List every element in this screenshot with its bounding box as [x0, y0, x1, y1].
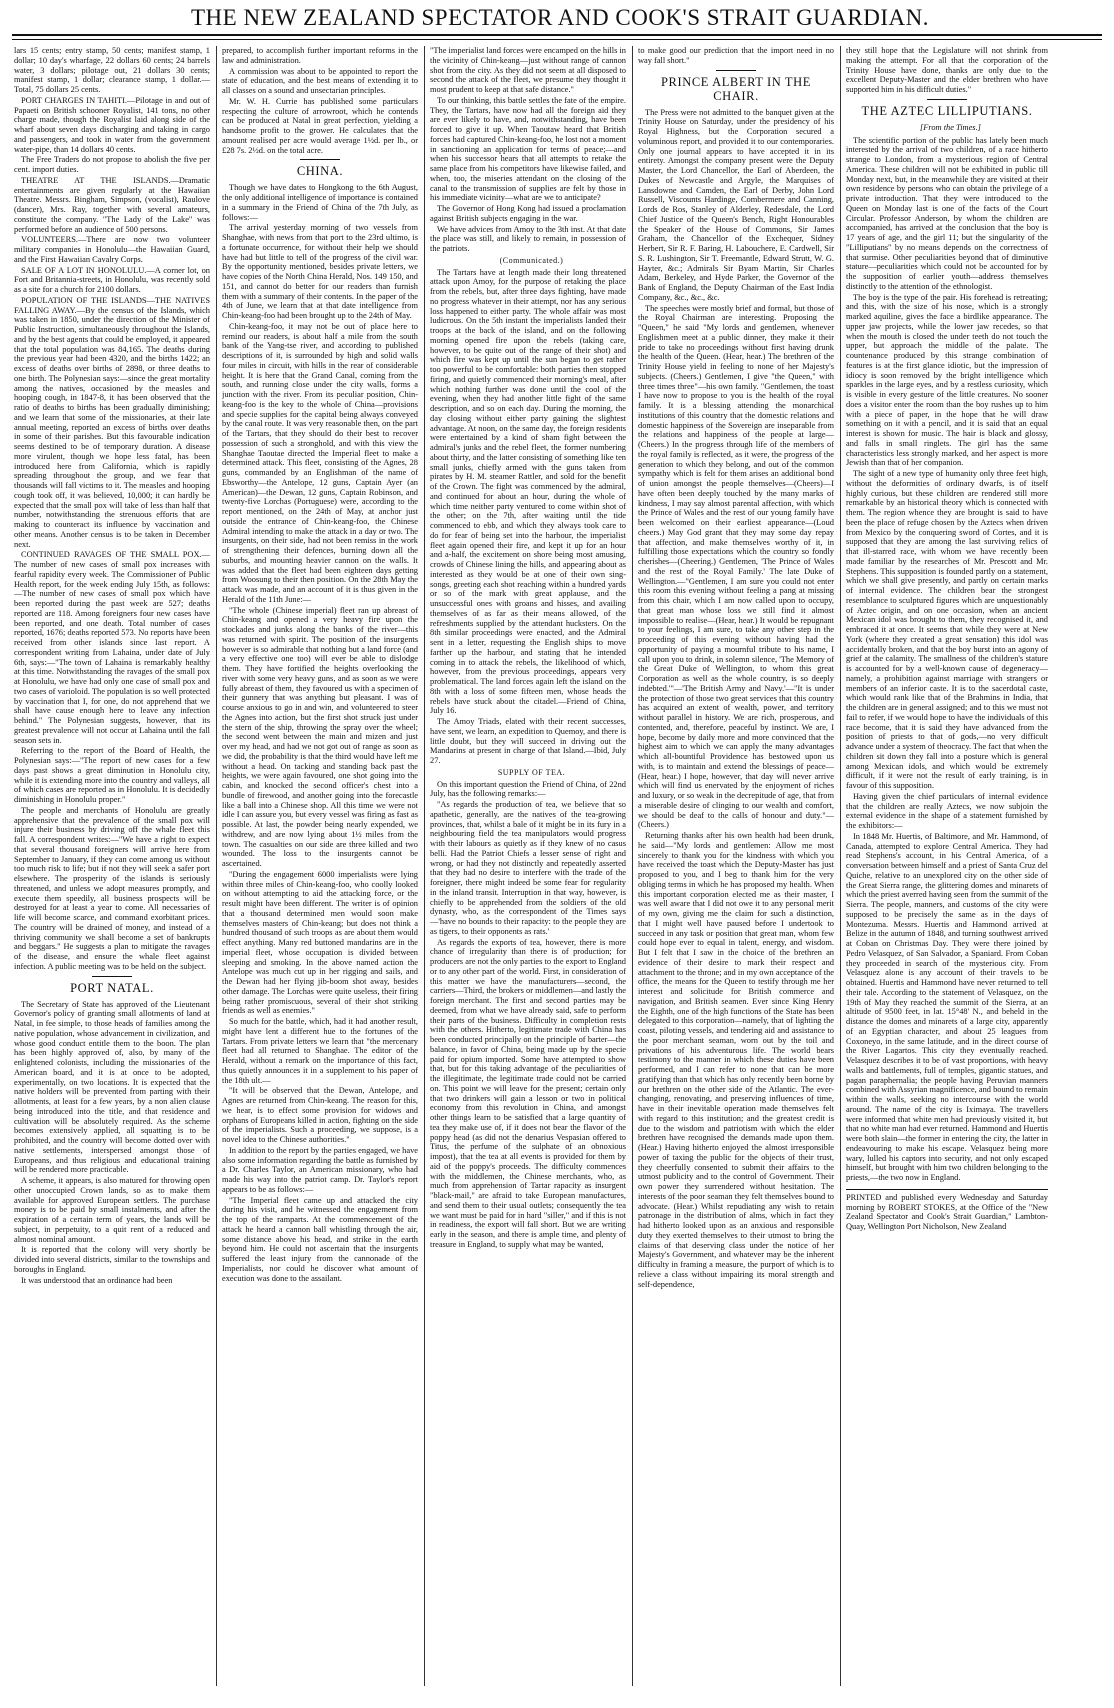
- article-paragraph: "During the engagement 6000 imperialists were lying within three miles of Chin-keang-foo, who coolly looked on without attempting to aid the attacking force, or the result might have been different. The writer is of opinion that a thousand determined men would soon make themselves masters of Chin-keang; but does not think a hundred thousand of such troops as are about them would effect anything. Many red buttoned mandarins are in the imperial fleet, whose occupation is divided between sleeping and smoking. In the above named action the Antelope was much cut up in her rigging and sails, and the Dewan had her flying jib-boom shot away, besides other damage. The Lorchas were quite useless, their firing being rather promiscuous, several of their shot striking friends as well as enemies.": [222, 869, 418, 1016]
- article-paragraph: The Secretary of State has approved of the Lieutenant Governor's policy of granting small allotments of land at Natal, in fee simple, to those heads of families among the native population, whose advancement in civilization, and whose good conduct entitle them to the boon. The plan has been highly approved of, also, by many of the enlightened colonists, including the missionaries of the American board, and it is at once to be adopted, experimentally, on two locations. It is expected that the native holders will be prevented from parting with their allotments, at least for a few years, by a non alien clause being introduced into the title, and that residence and cultivation will be absolutely required. As the scheme becomes extensively applied, all squatting is to be prohibited, and the country will become dotted over with native settlements, interspersed amongst those of Europeans, and thus religious and educational training will be rendered more practicable.: [14, 999, 210, 1175]
- article-paragraph: Though we have dates to Hongkong to the 6th August, the only additional intelligence of importance is contained in a summary in the Friend of China of the 7th July, as follows:—: [222, 183, 418, 222]
- column-divider: [216, 46, 217, 1686]
- column-1: [14, 46, 210, 1686]
- article-paragraph: they still hope that the Legislature will not shrink from making the attempt. For all that the corporation of the Trinity House have done, thanks are only due to the excellent Deputy-Master and the elder brethren who have supported him in his difficult duties.": [846, 46, 1048, 94]
- article-paragraph: CONTINUED RAVAGES OF THE SMALL POX.—The number of new cases of small pox increases with fearful rapidity every week. The Commissioner of Public Health report, for the week ending July 15th, as follows:—The number of new cases of small pox which have been reported during the past week are 527; deaths reported are 118. Among foreigners four new cases have been reported, and one death. Total number of cases reported, 1676; deaths reported 573. No reports have been received from other islands since last report. A correspondent writing from Lahaina, under date of July 6th, says:—"The town of Lahaina is remarkably healthy at this time. Notwithstanding the ravages of the small pox at Honolulu, we have had only one case of small pox and two cases of varioloid. The population is so well protected by vaccination that I, for one, do not apprehend that we shall have cause enough here to leave any infection behind." The Polynesian suggests, however, that its greatest prevalence will not occur at Lahaina until the fall season sets in.: [14, 550, 210, 745]
- column-3: [430, 46, 626, 1686]
- article-paragraph: On this important question the Friend of China, of 22nd July, has the following remarks:—: [430, 779, 626, 799]
- article-paragraph: Having given the chief particulars of internal evidence that the children are really Aztecs, we now subjoin the external evidence in the shape of a statement furnished by the exhibitors:—: [846, 791, 1048, 830]
- article-paragraph: Referring to the report of the Board of Health, the Polynesian says:—"The report of new cases for a few days past shows a great diminution in Honolulu city, while it is extending more into the country and valleys, all of which cases are reported as in Honolulu. It is decidedly diminishing in Honolulu proper.": [14, 746, 210, 804]
- article-paragraph: So much for the battle, which, had it had another result, might have lent a different hue to the fortunes of the Tartars. From private letters we learn that "the mercenary fleet had all returned to Shanghae. The editor of the Herald, without a remark on the importance of this fact, thus quietly announces it in a supplement to his paper of the 18th ult.—: [222, 1017, 418, 1085]
- article-paragraph: The Tartars have at length made their long threatened attack upon Amoy, for the purpose of retaking the place from the rebels, but, after three days fighting, have made no progress whatever in their attempt, nor has any serious loss happened to either party. The whole affair was most ludicrous. On the 5th instant the imperialists landed their troops at the back of the island, and on the following morning opened fire upon the rebels (taking care, however, to be quite out of the range of their shot) and which fire was kept up until the sun began to get rather too powerful to be comfortable: both parties then stopped firing, and quietly commenced their morning's meal, after which nothing further was done until the cool of the evening, when they had another little fight of the same description, and so on each day. During the morning, the day closing without either party gaining the slightest advantage. At noon, on the same day, the foreign residents were entertained by a kind of sham fight between the admiral's junks and the rebel fleet, the former numbering about thirty, and the latter consisting of something like ten small junks, chiefly armed with the guns taken from pirates by H. M. steamer Rattler, and sold for the benefit of the Crown. The fight was commenced by the admiral, and continued for about an hour, during the whole of which time neither party ventured to come within shot of the other; on the 7th, after waiting until the tide commenced to ebb, and which they always took care to do for fear of being set into the harbour, the imperialist fleet again opened their fire, and kept it up for an hour and a-half, the excitement on shore being most amusing, crowds of Chinese lining the hills, and appearing about as interested as they would be at one of their own sing-songs, greeting each shot reaching within a hundred yards or so of the mark with great applause, and the unsuccessful ones with groans and hisses, and availing themselves of as far as their means allowed, of the refreshments supplied by the attendant hucksters. On the 8th similar proceedings were enacted, and the Admiral sent in a letter, requesting the English ships to move farther up the harbour, and stating that he intended coming in to attack the rebels, the likelihood of which, however, from the previous proceedings, appears very problematical. The land forces again left the island on the 8th with a loss of some fifteen men, whose heads the rebels have stuck about the citadel.—Friend of China, July 16.: [430, 267, 626, 716]
- masthead-rule-thin: [12, 39, 1102, 40]
- section-heading-text: PRINCE ALBERT IN THE CHAIR.: [660, 74, 812, 103]
- section-heading-text: PORT NATAL.: [70, 980, 154, 995]
- article-paragraph: The Free Traders do not propose to abolish the five per cent. import duties.: [14, 155, 210, 174]
- article-paragraph: A commission was about to be appointed to report the state of education, and the best means of extending it to all classes on a sound and unsectarian principles.: [222, 66, 418, 95]
- article-paragraph: The Governor of Hong Kong had issued a proclamation against British subjects engaging in the war.: [430, 204, 626, 223]
- printer-imprint: PRINTED and published every Wednesday and Saturday morning by ROBERT STOKES, at the Office of the "New Zealand Spectator and Cook's Strait Guardian," Lambton-Quay, Wellington Port Nicholson, New Zealand: [846, 1189, 1048, 1232]
- article-paragraph: The Press were not admitted to the banquet given at the Trinity House on Saturday, under the presidency of his Royal Highness, but the Corporation secured a voluminous report, and provided it to our contemporaries. Only one journal appears to have accepted it in its entirety. Amongst the company present were the Deputy Master, the Lord Chancellor, the Earl of Aberdeen, the Dukes of Newcastle and Argyle, the Marquises of Lansdowne and Camden, the Earl of Derby, John Lord Russell, Viscounts Hardinge, Combermere and Canning, Lords de Ros, Stanley of Alderley, Redesdale, the Lord Chief Justice of the Queen's Bench, Right Honourables the Speaker of the House of Commons, Sir James Graham, the Chancellor of the Exchequer, Sidney Herbert, Sir R. F. Baring, H. Labouchere, E. Cardwell, Sir S. R. Lushington, Sir T. Freemantle, Edward Strutt, W. G. Hayter, &c.; Admirals Sir Byam Martin, Sir Charles Adam, Berkeley, and Hyde Parker, the Governor of the Bank of England, the Deputy Chairman of the East India Company, &c., &c., &c.: [638, 107, 834, 302]
- sub-heading: (Communicated.): [499, 255, 564, 265]
- section-heading-text: CHINA.: [296, 164, 344, 179]
- article-paragraph: "The imperialist land forces were encamped on the hills in the vicinity of Chin-keang—just without range of cannon shot from the city. As they did not seem at all disposed to second the attack of the fleet, we presume they thought it most prudent to keep at that safe distance.": [430, 46, 626, 94]
- article-paragraph: A scheme, it appears, is also matured for throwing open other unoccupied Crown lands, so as to make them available for approved European settlers. The purchase money is to be paid by small instalments, and after the expiration of a certain term of years, the lands will be subject, in perpetuity, to a quit rent of a reduced and almost nominal amount.: [14, 1176, 210, 1244]
- source-attribution: [From the Times.]: [920, 122, 981, 132]
- section-heading: [222, 159, 418, 178]
- article-paragraph: The speeches were mostly brief and formal, but those of the Royal Chairman are interesting. Proposing the "Queen," he said "My lords and gentlemen, whenever Englishmen meet at a public dinner, they make it their pride to take no proceedings without first having drunk the health of the Queen. (Hear, hear.) The brethren of the Trinity House yield in feeling to none of her Majesty's subjects. (Cheers.) Gentlemen, I give "the Queen," with three times three"—his own family. "Gentlemen, the toast I have now to propose to you is the health of the royal family. It is a blessing attending the monarchical institutions of this country that the domestic relations and domestic happiness of the Sovereign are inseparable from the relations and happiness of the people at large—(Cheers.) In the progress through life of the members of the royal family is reflected, as it were, the progress of the generation to which they belong, and out of the common sympathy which is felt for them arises an additional bond of union amongst the people themselves—(Cheers)—I have often been deeply touched by the many marks of kindness, I may say almost parental affection, with which the Prince of Wales and the rest of our young family have been welcomed on their earliest appearance—(Loud cheers.) May God grant that they may some day repay that affection, and make themselves worthy of it, in fulfilling those expectations which the country so fondly cherishes—(Cheering.) Gentlemen, 'The Prince of Wales and the rest of the Royal Family.' The late Duke of Wellington.—"Gentlemen, I am sure you could not enter this room this evening without feeling a pang at missing from this chair, which I am now called upon to occupy, that great man whose loss we still find it almost impossible to realise—(Hear, hear.) It would be repugnant to your feelings, I am sure, to take any other step in the proceeding of this evening without having had the opportunity of paying a mournful tribute to his name, I call upon you to drink, in solemn silence, 'The Memory of the Great Duke of Wellington, to whom this great Corporation as well as the whole country, is so deeply indebted.'"—'The British Army and Navy.'—"It is under the protection of those two great services that this country has acquired an extent of wealth, power, and territory without parallel in history. We are rich, prosperous, and contented, and, therefore, peaceful by instinct. We are, I hope, become by daily more and more convinced that the highest aim to which we can apply the many advantages which all-bountiful Providence has bestowed upon us with, is to maintain and extend the blessings of peace—(Hear, hear.) I hope, however, that day will never arrive which will find us enervated by the enjoyment of riches and luxury, or so weak in the decrepitude of age, that from a miserable desire of clinging to our wealth and comfort, we should be deaf to the calls of honour and duty."—(Cheers.): [638, 303, 834, 830]
- heading-rule: [716, 70, 756, 71]
- article-paragraph: It was understood that an ordinance had been: [21, 1275, 173, 1285]
- article-paragraph: Mr. W. H. Currie has published some particulars respecting the culture of arrowroot, which he contends can be produced at Natal in great perfection, yielding a handsome profit to the grower. He calculates that the amount realised per acre would average 1½d. per lb., or £28 7s. 2½d. on the total acre.: [222, 96, 418, 155]
- column-2: [222, 46, 418, 1686]
- article-paragraph: We have advices from Amoy to the 3th inst. At that date the place was still, and likely to remain, in possession of the patriots.: [430, 224, 626, 253]
- article-paragraph: prepared, to accomplish further important reforms in the law and administration.: [222, 46, 418, 65]
- article-paragraph: SALE OF A LOT IN HONOLULU.—A corner lot, on Fort and Britannia-streets, in Honolulu, was recently sold as a site for a church for 2100 dollars.: [14, 265, 210, 294]
- column-divider: [632, 46, 633, 1686]
- article-paragraph: PORT CHARGES IN TAHITI.—Pilotage in and out of Papaeti on British schooner Royalist, 141 tons, no other charge made, though the Royalist laid along side of the wharf about seven days discharging and taking in cargo and passengers, and took in water from the government water-pipe, than 14 dollars 40 cents.: [14, 95, 210, 154]
- article-paragraph: In addition to the report by the parties engaged, we have also some information regarding the battle as furnished by a Dr. Charles Taylor, an American missionary, who had made his way into the patriot camp. Dr. Taylor's report appears to be as follows:—: [222, 1145, 418, 1194]
- article-paragraph: "The whole (Chinese imperial) fleet ran up abreast of Chin-keang and opened a very heavy fire upon the stockades and junks along the banks of the river—this was returned with spirit. The position of the insurgents however is so admirable that nothing but a land force (and a very effective one too) will ever be able to dislodge them. They have fortified the heights overlooking the river with some very heavy guns, and as soon as we were fully abreast of them, they favoured us with a specimen of their gunnery that was anything but pleasant. I was of course anxious to go in and win, and volunteered to steer the Agnes into action, but the first shot struck just under the stern of the ship, throwing the spray over the wheel; the second went between the main and mizen and just over my head, and had we not got out of range as soon as we did, the probability is that the third would have left me without a head. On tacking and standing back past the heights, we were again favoured, one shot going into the cabin, and knocked the second officer's chest into a bundle of firewood, and another going into the forecastle like a ball into a Chinese shop. All this time we were not idle I can assure you, but every vessel was firing as fast as possible. At last, the powder being nearly expended, we withdrew, and are now lying about 1½ miles from the town. The casualties on our side are three killed and two wounded. The loss to the insurgents cannot be ascertained.: [222, 605, 418, 868]
- masthead-rule-thick: [12, 34, 1102, 36]
- article-paragraph: The boy is the type of the pair. His forehead is retreating; and this, with the size of his nose, which is a strongly marked aquiline, gives the face a birdlike appearance. The upper jaw projects, while the lower jaw recedes, so that when the mouth is closed the under teeth do not touch the upper, but approach the middle of the palate. The countenance produced by this strange combination of features is at the first glance idiotic, but the impression of idiocy is soon removed by the bright intelligence which sparkles in the large eyes, and by a restless curiosity, which is visible in every gesture of the little creatures. No sooner does a visitor enter the room than the boy rushes up to him with a piece of paper, in the hope that he will draw something on it with a pencil, and it is said that an equal interest is shown for music. The hair is black and glossy, and falls in small ringlets. The girl has the same characteristics less strongly marked, and her aspect is more Jewish than that of her companion.: [846, 292, 1048, 468]
- column-divider: [424, 46, 425, 1686]
- article-paragraph: "The Imperial fleet came up and attacked the city during his visit, and he witnessed the engagement from the top of the ramparts. At the commencement of the attack he heard a cannon ball whistling through the air, some distance above his head, and strike in the earth beyond him. He could not ascertain that the insurgents suffered the least injury from the cannonade of the Imperialists, nor could he discover what amount of execution was done to the assailant.: [222, 1195, 418, 1283]
- section-heading: [846, 99, 1048, 118]
- article-paragraph: As regards the exports of tea, however, there is more chance of irregularity than there is of production; for producers are not the only parties to the export to England or to any other part of the world. First, in consideration of this matter we have the manufacturers—second, the carriers—Third, the brokers or middlemen—and lastly the foreign merchant. The first and second parties may be deemed, from what we have already said, safe to perform their parts of the business. Difficulty in completion rests with the others. Hitherto, legitimate trade with China has been conducted principally on the principle of barter—the balance, in favor of China, being made up by the specie paid for opium imported. Some have attempted to show that, but for this taking advantage of the peculiarities of the illegitimate, the legitimate trade could not be carried on. This point we will leave for the present; certain only that two drinkers will gain a lesson or two in political economy from this revolution in China, and amongst other things learn to be satisfied that a large quantity of tea they make use of, if it does not bear the flavor of the poppy head (as did not the denarius Vespasian offered to Titus, the perfume of the sulphate of an obnoxious impost), that the tea at all events is provided for them by aid of the poppy's proceeds. The difficulty commences with the middlemen, the Chinese merchants, who, as much from apprehension of Tartar rapacity as insurgent "black-mail," are afraid to take European manufactures, and send them to their usual outlets; consequently the tea we want must be paid for in hard "siller," and if this is not in readiness, the export will fall short. But we are writing early in the season, and there is ample time, and plenty of treasure in England, to supply what may be wanted,: [430, 937, 626, 1249]
- article-paragraph: To our thinking, this battle settles the fate of the empire. They, the Tartars, have now had all the foreign aid they are ever likely to have, and, notwithstanding, have been forced to give it up. When Taoutaw heard that British forces had captured Chin-keang-foo, he lost not a moment in sanctioning an application for terms of peace;—and when his successor hears that all attempts to retake the same place from his competitors have likewise failed, and when, too, the miseries attendant on the closing of the canal to the transmission of supplies are felt by those in his immediate vicinity—what are we to anticipate?: [430, 95, 626, 203]
- section-heading: [14, 976, 210, 995]
- masthead: THE NEW ZEALAND SPECTATOR AND COOK'S STRAIT GUARDIAN.: [191, 5, 929, 30]
- heading-rule: [927, 99, 967, 100]
- article-paragraph: Returning thanks after his own health had been drunk, he said—"My lords and gentlemen: Allow me most sincerely to thank you for the kindness with which you have received the toast which the Deputy-Master has just proposed to you, and I beg to thank him for the very obliging terms in which he has proposed my health. When this important corporation elected me as their master, I was well aware that I did not owe it to any personal merit of my own, giving me the claim for such a distinction, that I might well have paused before I undertook to succeed in any task or position that great man, whom few could hope ever to equal in talent, energy, and wisdom. But I felt that I saw in the choice of the brethren an evidence of their desire to mark their respect and attachment to the throne; and in my own acceptance of the office, the means for the Queen to testify through me her interest and solicitude for British commerce and navigation, and British seamen. Ever since King Henry the Eighth, one of the high functions of the State has been delegated to this corporation—namely, that of lighting the coast, piloting vessels, and tendering aid and assistance to the poor merchant seaman, worn out by the toil and privations of his adventurous life. The world bears testimony to the manner in which these duties have been performed, and I can refer to none that can be more gratifying than that which has only recently been borne by our brethren on the other side of the Atlantic. The ever-changing, renovating, and preserving influences of time, have in their inevitable operation made themselves felt with regard to this institution; and the greatest credit is due to the wisdom and patriotism with which the elder brethren have recognised the demands made upon them. (Hear.) Having hitherto enjoyed the almost irresponsible power of taxing the public for the objects of their trust, they cheerfully consented to submit their affairs to the utmost publicity and to the control of Government. Their own power they surrendered without hesitation. The interests of the poor seaman they felt themselves bound to advocate. (Hear.) Whilst repudiating any wish to retain patronage in the distribution of alms, which in fact they had hitherto looked upon as an anxious and responsible duty they exerted themselves to their utmost to bring the claims of that deserving class under the notice of her Majesty's Government, and whatever may be the inherent difficulty in framing a measure, the purport of which is to relieve a class without impairing its moral strength and self-dependence,: [638, 831, 834, 1289]
- article-paragraph: POPULATION OF THE ISLANDS—THE NATIVES FALLING AWAY.—By the census of the Islands, which was taken in 1850, under the direction of the Minister of Public Instruction, simultaneously throughout the Islands, and by the best agents that could be employed, it appeared that the total population was 84,165. The deaths during the previous year had been 4320, and the births 1422; an excess of deaths over births of 2898, or three deaths to one birth. The Polynesian says:—since the great mortality among the natives, occasioned by the measles and hooping cough, in 1847-8, it has been observed that the ratio of deaths to births has been gradually diminishing; and we learn that some of the missionaries, at their late annual meeting, reported an excess of births over deaths in some of their parishes. But this favourable indication seems destined to be of temporary duration. A disease more virulent, though we hope less fatal, has been introduced here from California, which is rapidly spreading throughout the group, and we fear that thousands will fall victims to it. The measles and hooping cough took off, it was believed, 10,000; it can hardly be expected that the small pox will take of less than half that number, notwithstanding the strenuous efforts that are making to counteract its influence by vaccination and other means. Another census is to be taken in December next.: [14, 295, 210, 549]
- article-paragraph: The arrival yesterday morning of two vessels from Shanghae, with news from that port to the 23rd ultimo, is a fortunate occurrence, for without their help we should have had but little to tell of the progress of the civil war. By the opportunity mentioned, besides private letters, we have copies of the North China Herald, Nos. 149 150, and 151, and cannot do better for our readers than furnish them with a summary of their contents. In the paper of the 4th of June, we learn that at that date intelligence from Chin-keang-foo had been brought up to the 24th of May.: [222, 223, 418, 320]
- article-paragraph: "As regards the production of tea, we believe that so apathetic, generally, are the natives of the tea-growing provinces, that, whilst a bale of it might be in its fury in a neighbouring field the tea manipulators would progress with their labours as quietly as if they knew of no casus belli. Had the Patriot Chiefs a lesser sense of right and wrong, or had they not distinctly and repeatedly asserted that they had no desire to interfere with the trade of the foreigner, there might indeed be some fear for regularity in the inland transit. Interruption in that way, however, is chiefly to be apprehended from the soldiers of the old dynasty, who, as the correspondent of the Times says—'have no bounds to their rapacity: to the people they are as tigers, to their opponents as rats.': [430, 800, 626, 936]
- article-paragraph: lars 15 cents; entry stamp, 50 cents; manifest stamp, 1 dollar; 10 day's wharfage, 22 dollars 60 cents; 24 barrels water, 3 dollars; pilotage out, 21 dollars 30 cents; manifest stamp, 1 dollar; clearance stamp, 1 dollar.—Total, 75 dollars 25 cents.: [14, 46, 210, 94]
- article-paragraph: The sight of a new type of humanity only three feet high, without the deformities of ordinary dwarfs, is of itself highly curious, but these children are rendered still more remarkable by an historical theory which is connected with them. The region whence they are brought is said to have been the place of refuge chosen by the Aztecs when driven from Mexico by the conquering sword of Cortes, and it is supposed that they are among the last surviving relics of that ill-starred race, with whom we have recently been made familiar by the researches of Mr. Prescott and Mr. Stephens. This supposition is founded partly on a statement, which we shall give presently, and partly on certain marks of internal evidence. The children bear the strongest resemblance to sculptured figures which are unquestionably of Aztec origin, and on one occasion, when an ancient Mexican idol was brought to them, they recognised it, and embraced it at once. It seems that while they were at New York (where they created a great sensation) this idol was accidentally broken, and that the boy burst into an agony of grief at the calamity. The smallness of the children's stature is accounted for by a well-known cause of degeneracy—namely, a prohibition against marriage with strangers or members of an inferior caste. It is to the sacerdotal caste, which would rank like that of the Brahmins in India, that the children are in general assigned; and to this we must not fail to refer, if we would hope to have the individuals of this race become, that it is said they have advanced from the position of priests to that of gods,—no very difficult advance under a system of theocracy. The fact that when the children sit down they fall into a posture which is general among Mexican idols, and which would be extremely difficult, if it were not the result of early training, is in favour of this supposition.: [846, 469, 1048, 790]
- article-paragraph: THEATRE AT THE ISLANDS.—Dramatic entertainments are given regularly at the Hawaiian Theatre. Messrs. Bingham, Simpson, (vocalist), Raulove (dancer), Mrs. Ray, together with several amateurs, constitute the company. "The Lady of the Lake" was performed before an audience of 500 persons.: [14, 175, 210, 234]
- article-paragraph: The Amoy Triads, elated with their recent successes, have sent, we learn, an expedition to Quemoy, and there is little doubt, but they will succeed in driving out the Mandarins at present in charge of that Island.—Ibid, July 27.: [430, 717, 626, 765]
- article-paragraph: VOLUNTEERS.—There are now two volunteer military companies in Honolulu—the Hawaiian Guard, and the First Hawaiian Cavalry Corps.: [14, 235, 210, 264]
- column-5: [846, 46, 1048, 1686]
- article-paragraph: Chin-keang-foo, it may not be out of place here to remind our readers, is about half a mile from the south bank of the Yang-tse river, and according to published descriptions of it, is surrounded by high and solid walls four miles in circuit, with hills in the rear of considerable height. It is here that the Grand Canal, coming from the south, and running close under the city walls, forms a junction with the river. From its peculiar position, Chin-keang-foo is the key to the whole of China—provisions and specie supplies for the capital being always conveyed by the canal route. It was very reasonable then, on the part of the Tartars, that they should do their best to recover possession of such a stronghold, and with this view the Shanghae Taoutae directed the Imperial fleet to make a determined attack. This fleet, consisting of the Agnes, 28 guns, commanded by an Englishman of the name of Ebsworthy—the Antelope, 12 guns, Captain Ayer (an American)—the Dewan, 12 guns, Captain Robinson, and twenty-five Lorchas (Portuguese) were, according to the report mentioned, on the 24th of May, at anchor just outside the entrance of Chin-keang-foo, the Chinese Admiral intending to make the attack in a day or two. The insurgents, on their side, had not been remiss in the work of strengthening their defences, burning down all the suburbs, and mounting heavier cannon on the walls. It was added that the fleet had been eighteen days getting from Woosung to their then position. On the 28th May the attack was made, and an account of it is thus given in the Herald of the 11th June:—: [222, 321, 418, 604]
- article-paragraph: The people and merchants of Honolulu are greatly apprehensive that the prevalence of the small pox will injure their business by driving off the whale fleet this fall. A correspondent writes:—"We have a right to expect that several thousand foreigners will arrive here from September to January, if they can come among us without too much risk to life; but if not they will seek a safer port elsewhere. The prosperity of the islands is seriously threatened, and unless we adopt measures promptly, and execute them speedily, all business prospects will be destroyed for at least a year to come. All necessaries of life will become scarce, and command exorbitant prices. The country will be drained of money, and instead of a thriving community we shall become a set of bankrupts and beggars." He suggests a plan to mitigate the ravages of the disease, and ensure the whale fleet against infection. A public meeting was to be held on the subject.: [14, 805, 210, 971]
- heading-rule: [300, 159, 340, 160]
- column-4: [638, 46, 834, 1686]
- article-paragraph: "It will be observed that the Dewan, Antelope, and Agnes are returned from Chin-keang. The reason for this, we hear, is to effect some provision for widows and orphans of Europeans killed in action, fighting on the side of the imperialists. Such a proceeding, we suppose, is a novel idea to the Chinese authorities.": [222, 1086, 418, 1144]
- column-divider: [840, 46, 841, 1686]
- article-paragraph: to make good our prediction that the import need in no way fall short.": [638, 46, 834, 65]
- heading-rule: [92, 976, 132, 977]
- article-paragraph: In 1848 Mr. Huertis, of Baltimore, and Mr. Hammond, of Canada, attempted to explore Central America. They had read Stephens's account, in his Central America, of a conversation between himself and a priest of Santa Cruz del Quiche, relative to an unexplored city on the other side of the Great Sierra range, the glittering domes and minarets of which the priest averred having seen from the summit of the Sierra. The people, manners, and customs of the city were supposed to be precisely the same as in the days of Montezuma. Messrs. Huertis and Hammond arrived at Belize in the autumn of 1848, and turning southwest arrived at Coban on Christmas Day. They were there joined by Pedro Velasquez, of San Salvador, a Spaniard. From Coban they proceeded in search of the mysterious city. From Velasquez alone is any account of their travels to be obtained. Huertis and Hammond have never returned to tell their tale. According to the statement of Velasquez, on the 19th of May they reached the summit of the Sierra, at an altitude of 9500 feet, in lat. 15°48' N., and beheld in the distance the domes and minarets of a large city, apparently of an Egyptian character, and about 25 leagues from Coxoneyo, in the same latitude, and in the direct course of the River Lagartos. This city they eventually reached. Velasquez describes it to be of vast proportions, with heavy walls and battlements, full of temples, gigantic statues, and pagan paraphernalia; the people having Peruvian manners combined with Assyrian magnificence, and bound to remain within the walls, seeking no intercourse with the world around. The name of the city is Iximaya. The travellers were informed that white men had previously visited it, but that no white man had ever returned. Hammond and Huertis were both slain—the former in entering the city, the latter in endeavouring to make his escape. Velasquez being more wary, lulled his captors into security, and not only escaped himself, but brought with him two children belonging to the priests,—the two now in England.: [846, 831, 1048, 1182]
- article-paragraph: It is reported that the colony will very shortly be divided into several districts, similar to the townships and boroughs in England.: [14, 1245, 210, 1274]
- section-heading: [638, 70, 834, 103]
- article-paragraph: The scientific portion of the public has lately been much interested by the arrival of two children, of a race hitherto strange to London, from a mysterious region of Central America. These children will not be exhibited in public till Monday next, but, in the meanwhile they are visited at their own residence by persons who can obtain the privilege of a private introduction. That they were introduced to the Queen on Monday last is one of the facts of the Court Circular. Professor Anderson, by whom the children are accompanied, has arrived at the conclusion that the boy is 17 years of age, and the girl 11; but the singularity of the "Lilliputians" by no means depends on the correctness of that surmise. Other peculiarities beyond that of diminutive stature—peculiarities which could not be accounted for by the supposition of earlier youth—address themselves distinctly to the attention of the ethnologist.: [846, 135, 1048, 291]
- sub-heading: SUPPLY OF TEA.: [497, 767, 566, 777]
- section-heading-text: THE AZTEC LILLIPUTIANS.: [861, 103, 1033, 118]
